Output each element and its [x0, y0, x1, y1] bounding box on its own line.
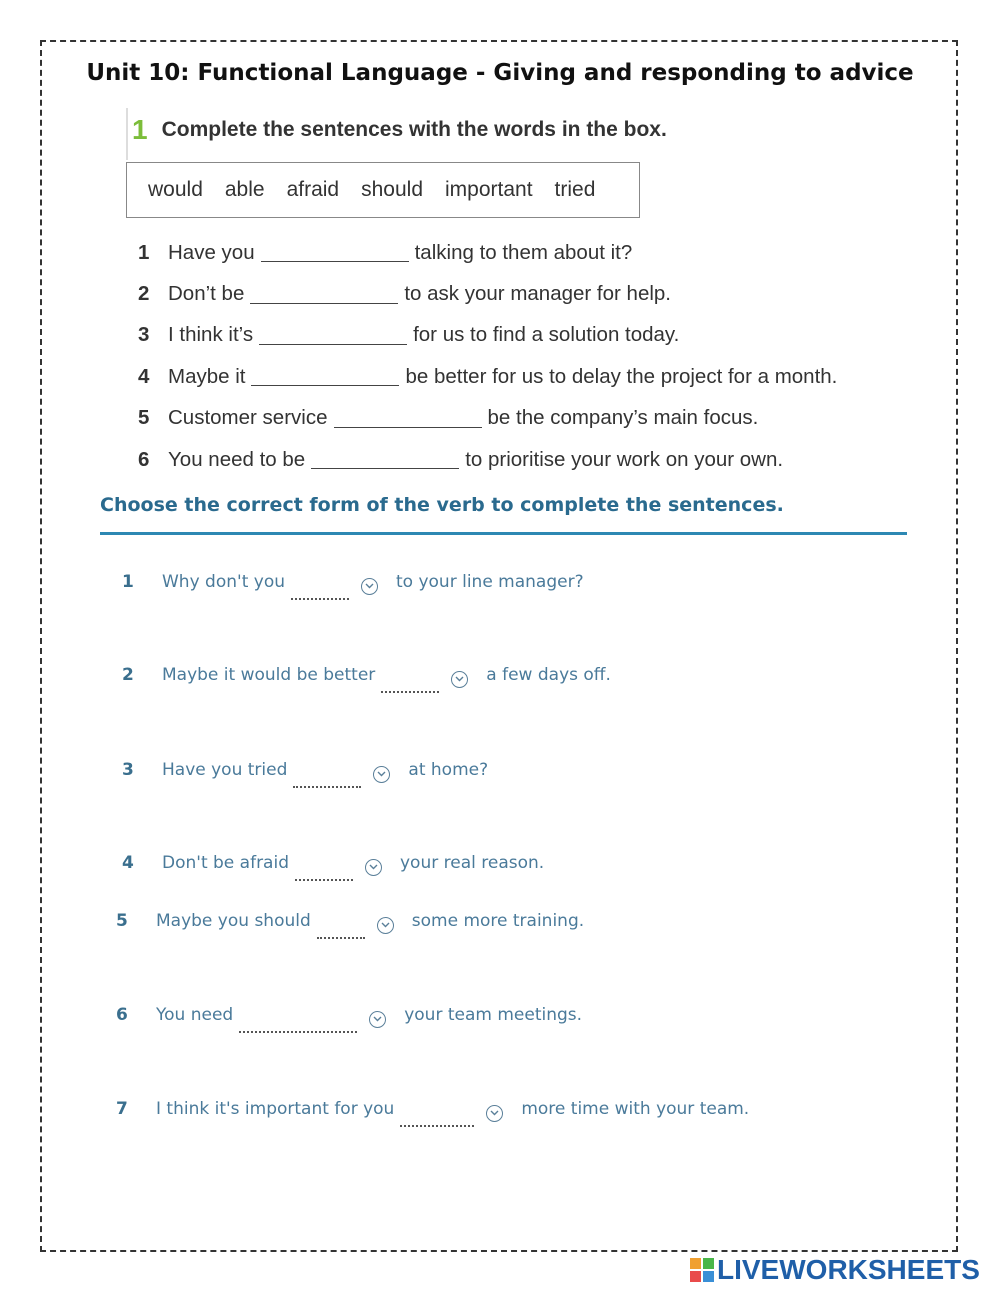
- answer-dropdown[interactable]: [293, 772, 361, 788]
- item-text-before: Don't be afraid: [162, 853, 289, 873]
- item-text-after: a few days off.: [486, 665, 611, 685]
- exercise2-rule: [100, 532, 907, 535]
- word-box-word: would: [148, 178, 203, 201]
- item-text-after: for us to find a solution today.: [413, 323, 680, 347]
- exercise2-item: [122, 853, 544, 873]
- item-number: 3: [138, 323, 150, 347]
- answer-blank[interactable]: [261, 243, 409, 262]
- exercise1-item: [138, 273, 918, 314]
- exercise1-list: [138, 232, 918, 480]
- item-text-before: I think it's important for you: [156, 1099, 395, 1119]
- item-number: 6: [138, 447, 150, 471]
- exercise2-item: [122, 760, 488, 780]
- item-text-before: Have you: [168, 240, 255, 264]
- word-box-word: afraid: [286, 178, 340, 201]
- answer-dropdown[interactable]: [317, 923, 365, 939]
- answer-dropdown[interactable]: [291, 584, 349, 600]
- item-text-after: to ask your manager for help.: [404, 282, 671, 306]
- exercise2-item: [116, 911, 584, 931]
- exercise1-header: [126, 108, 667, 152]
- item-number: 2: [122, 665, 134, 685]
- word-box-word: tried: [554, 178, 596, 201]
- item-text-before: Maybe it would be better: [162, 665, 376, 685]
- worksheet-border: [40, 40, 958, 1252]
- chevron-down-icon[interactable]: [365, 859, 382, 876]
- chevron-down-icon[interactable]: [451, 671, 468, 688]
- answer-dropdown[interactable]: [239, 1017, 357, 1033]
- page-title: Unit 10: Functional Language - Giving and responding to advice: [86, 60, 914, 86]
- item-number: 5: [138, 406, 150, 430]
- item-text-before: I think it’s: [168, 323, 254, 347]
- answer-blank[interactable]: [250, 285, 398, 304]
- item-number: 1: [122, 572, 134, 592]
- logo-text: LIVEWORKSHEETS: [717, 1254, 980, 1285]
- item-number: 7: [116, 1099, 128, 1119]
- answer-blank[interactable]: [311, 450, 459, 469]
- item-text-before: Customer service: [168, 406, 328, 430]
- word-box-word: should: [361, 178, 423, 201]
- chevron-down-icon[interactable]: [373, 766, 390, 783]
- item-text-after: to prioritise your work on your own.: [465, 447, 784, 471]
- exercise2-instruction: Choose the correct form of the verb to complete the sentences.: [100, 494, 784, 516]
- exercise1-item: [138, 232, 918, 273]
- word-box-word: able: [224, 178, 265, 201]
- item-text-before: You need: [156, 1005, 234, 1025]
- answer-blank[interactable]: [251, 367, 399, 386]
- chevron-down-icon[interactable]: [361, 578, 378, 595]
- item-number: 1: [138, 240, 150, 264]
- answer-dropdown[interactable]: [295, 865, 353, 881]
- item-text-after: talking to them about it?: [414, 240, 633, 264]
- item-text-before: Maybe you should: [156, 911, 311, 931]
- chevron-down-icon[interactable]: [486, 1105, 503, 1122]
- item-text-after: be the company’s main focus.: [487, 406, 759, 430]
- exercise1-item: [138, 439, 918, 480]
- item-text-after: be better for us to delay the project for a month.: [405, 364, 838, 388]
- answer-blank[interactable]: [259, 326, 407, 345]
- answer-blank[interactable]: [334, 409, 482, 428]
- item-number: 4: [138, 364, 150, 388]
- exercise1-item: [138, 356, 918, 397]
- exercise1-number: 1: [132, 114, 148, 145]
- item-number: 2: [138, 282, 150, 306]
- item-text-before: Why don't you: [162, 572, 285, 592]
- exercise2-item: [122, 665, 611, 685]
- exercise1-item: [138, 315, 918, 356]
- exercise2-item: [122, 572, 584, 592]
- item-text-before: You need to be: [168, 447, 306, 471]
- answer-dropdown[interactable]: [381, 677, 439, 693]
- item-text-after: your real reason.: [400, 853, 545, 873]
- chevron-down-icon[interactable]: [369, 1011, 386, 1028]
- item-text-after: at home?: [408, 760, 489, 780]
- word-box: [126, 162, 640, 218]
- liveworksheets-logo: [690, 1254, 980, 1286]
- item-number: 5: [116, 911, 128, 931]
- item-number: 3: [122, 760, 134, 780]
- item-number: 6: [116, 1005, 128, 1025]
- item-text-before: Maybe it: [168, 364, 246, 388]
- item-number: 4: [122, 853, 134, 873]
- exercise2-item: [116, 1099, 749, 1119]
- answer-dropdown[interactable]: [400, 1111, 474, 1127]
- exercise1-item: [138, 398, 918, 439]
- item-text-before: Have you tried: [162, 760, 288, 780]
- chevron-down-icon[interactable]: [377, 917, 394, 934]
- exercise1-instruction: Complete the sentences with the words in the box.: [161, 118, 667, 141]
- item-text-before: Don’t be: [168, 282, 245, 306]
- item-text-after: to your line manager?: [396, 572, 584, 592]
- item-text-after: some more training.: [411, 911, 585, 931]
- item-text-after: more time with your team.: [521, 1099, 750, 1119]
- exercise2-item: [116, 1005, 582, 1025]
- word-box-word: important: [445, 178, 533, 201]
- logo-icon: [690, 1258, 714, 1282]
- item-text-after: your team meetings.: [404, 1005, 583, 1025]
